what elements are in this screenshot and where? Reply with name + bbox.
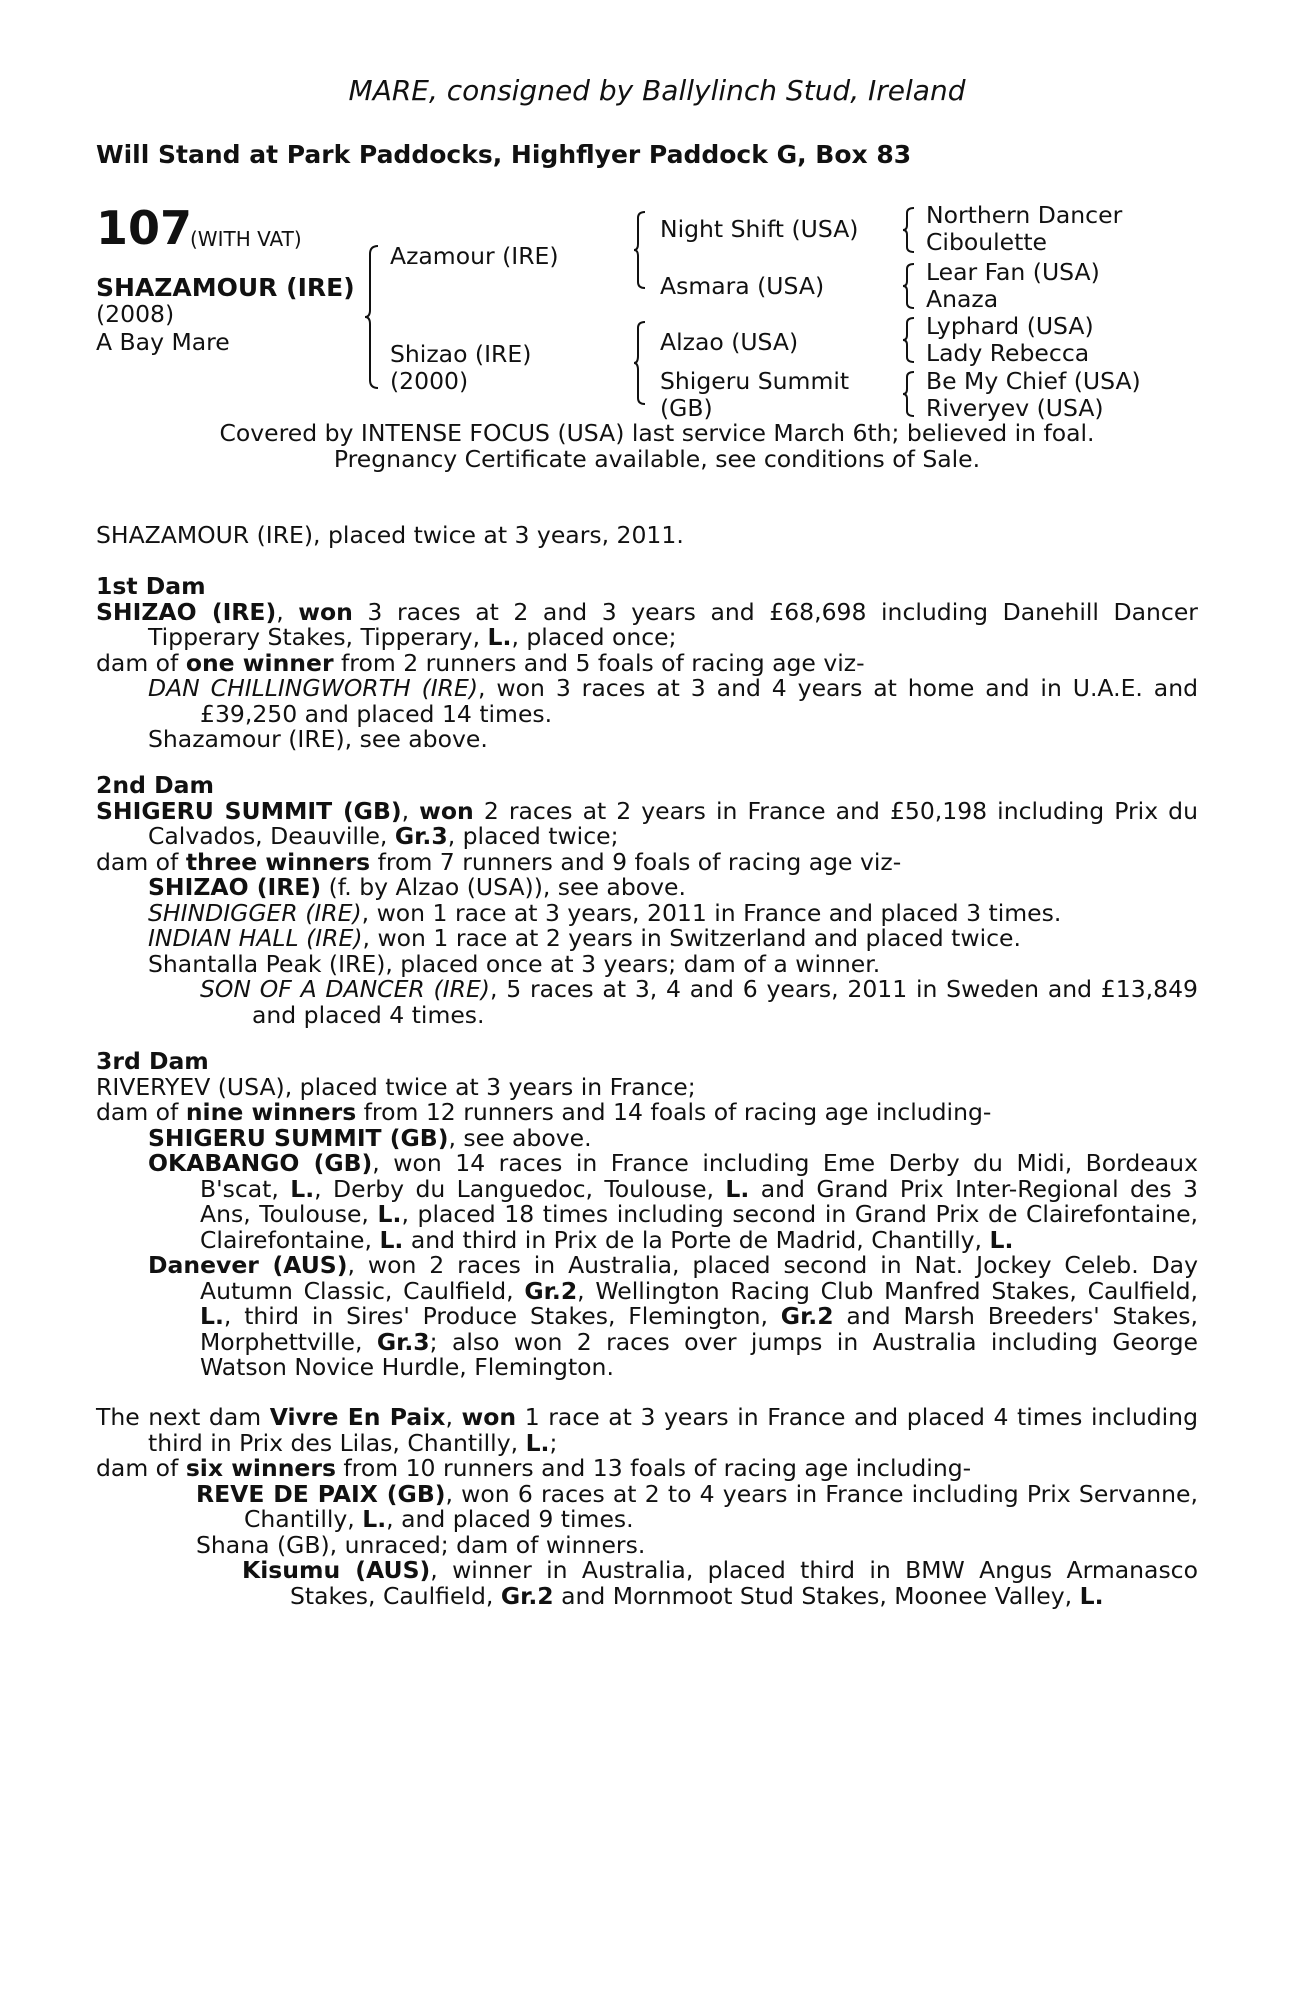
produce-name: SON OF A DANCER (IRE) (200, 975, 490, 1003)
lot-number: 107 (96, 201, 193, 255)
produce-text: from 12 runners and 14 foals of racing age including- (356, 1098, 992, 1126)
produce-name: REVE DE PAIX (GB) (196, 1479, 446, 1508)
pedigree-brace-dam (633, 320, 651, 406)
won-label: won (419, 796, 474, 825)
winners-count: six winners (185, 1454, 336, 1482)
winners-count: one winner (185, 648, 334, 677)
won-label: won (461, 1403, 517, 1431)
produce-entry (148, 1151, 1198, 1253)
covered-note: Covered by INTENSE FOCUS (USA) last service March 6th; believed in foal. (219, 419, 1095, 447)
pedigree-brace-main (364, 244, 384, 390)
grade-label: Gr.3 (376, 1327, 430, 1356)
pedigree-brace-g3 (902, 316, 920, 364)
pedigree-sire: Azamour (IRE) (390, 242, 559, 270)
pedigree-sire-dam: Asmara (USA) (660, 272, 825, 300)
second-dam-record: SHIGERU SUMMIT (GB), won 2 races at 2 years in France and £50,198 including Prix du Calvados, Deauville, Gr.3, placed twice; (96, 796, 1198, 850)
produce-name: INDIAN HALL (IRE) (148, 924, 363, 952)
pedigree-brace-g1 (902, 206, 920, 254)
pedigree-sire-sire: Night Shift (USA) (660, 215, 859, 243)
record-text: ; (549, 1428, 558, 1457)
grade-label: L. (290, 1174, 315, 1203)
second-dam-name: SHIGERU SUMMIT (GB) (96, 796, 402, 825)
produce-text: , won 2 races in Australia, placed second in Nat. Jockey Celeb. Day Autumn Classic, Caulfield, (200, 1251, 1198, 1305)
record-text: 3 races at 2 and 3 years and £68,698 including Danehill Dancer Tipperary Stakes, Tipperary, (148, 597, 1198, 651)
pedigree-g2: Ciboulette (926, 228, 1047, 256)
produce-name: Danever (AUS) (148, 1251, 348, 1279)
first-dam-name: SHIZAO (IRE) (96, 597, 277, 626)
pedigree-dam-sire: Alzao (USA) (660, 328, 799, 356)
produce-text: ; also won 2 races over jumps in Australia including George Watson Novice Hurdle, Flemington. (200, 1327, 1198, 1381)
next-dam-record: The next dam Vivre En Paix, won 1 race at 3 years in France and placed 4 times including third in Prix des Lilas, Chantilly, L.; (96, 1403, 1198, 1457)
produce-name: DAN CHILLINGWORTH (IRE) (148, 674, 479, 702)
produce-entry (148, 898, 1198, 927)
produce-name: OKABANGO (GB) (148, 1149, 373, 1177)
produce-entry (196, 1479, 1198, 1533)
produce-entry: Shazamour (IRE), see above. (148, 725, 488, 753)
grade-label: L. (725, 1174, 750, 1203)
grade-label: Gr.2 (524, 1276, 578, 1305)
grade-label: L. (200, 1302, 224, 1330)
first-dam-record: SHIZAO (IRE), won 3 races at 2 and 3 years and £68,698 including Danehill Dancer Tipperary Stakes, Tipperary, L., placed once; (96, 597, 1198, 651)
next-dam-name: Vivre En Paix (269, 1403, 446, 1431)
record-text: 2 races at 2 years in France and £50,198 including Prix du Calvados, Deauville, (148, 796, 1198, 850)
dam-of-label: dam of (96, 847, 186, 876)
produce-text: , third in Sires' Produce Stakes, Flemington, (223, 1302, 781, 1330)
vat-label: (WITH VAT) (190, 227, 302, 251)
third-dam-record: RIVERYEV (USA), placed twice at 3 years in France; (96, 1072, 696, 1101)
record-text: , placed twice; (447, 822, 619, 850)
produce-text: , winner in Australia, placed third in BMW Angus Armanasco Stakes, Caulfield, (290, 1556, 1198, 1610)
pedigree-brace-sire (633, 210, 651, 290)
winners-count: nine winners (185, 1098, 357, 1126)
produce-entry (148, 1253, 1198, 1381)
produce-entry: Shantalla Peak (IRE), placed once at 3 years; dam of a winner. (148, 949, 881, 978)
produce-entry (148, 875, 1198, 901)
produce-text: , won 3 races at 3 and 4 years at home and in U.A.E. and £39,250 and placed 14 times. (200, 674, 1199, 728)
produce-name: SHIGERU SUMMIT (GB) (148, 1123, 449, 1152)
winners-count: three winners (185, 847, 371, 876)
first-dam-heading: 1st Dam (96, 572, 206, 600)
third-dam-heading: 3rd Dam (96, 1047, 209, 1075)
produce-entry (148, 676, 1198, 727)
produce-text: , see above. (448, 1123, 592, 1152)
produce-text: , won 6 races at 2 to 4 years in France including Prix Servanne, Chantilly, (244, 1479, 1198, 1533)
third-dam-produce-summary (96, 1100, 1198, 1126)
produce-name: Kisumu (AUS) (242, 1556, 431, 1584)
record-text: 1 race at 3 years in France and placed 4 times including third in Prix des Lilas, Chantilly, (148, 1403, 1198, 1457)
pedigree-dam-dam: Shigeru Summit (660, 367, 850, 395)
grade-label: L. (487, 623, 512, 651)
grade-label: L. (525, 1428, 550, 1457)
first-dam-produce-summary (96, 648, 1198, 677)
dam-of-label: dam of (96, 1454, 186, 1482)
pedigree-dam-dam-country: (GB) (660, 394, 713, 422)
produce-text: , placed 18 times including second in Grand Prix de Clairefontaine, Clairefontaine, (200, 1200, 1199, 1254)
next-dam-intro: The next dam (96, 1403, 270, 1431)
grade-label: L. (362, 1505, 387, 1533)
produce-text: from 10 runners and 13 foals of racing age including- (335, 1454, 972, 1482)
produce-text: , won 14 races in France including Eme Derby du Midi, Bordeaux B'scat, (200, 1149, 1198, 1203)
produce-entry: Shana (GB), unraced; dam of winners. (196, 1530, 646, 1559)
grand-produce-entry (200, 977, 1198, 1028)
pedigree-dam-year: (2000) (390, 367, 469, 395)
second-dam-section (96, 773, 1198, 1028)
produce-text: from 7 runners and 9 foals of racing age viz- (370, 847, 902, 876)
grade-label: L. (377, 1200, 402, 1228)
produce-entry (148, 1123, 1198, 1152)
produce-text: , won 1 race at 2 years in Switzerland and placed twice. (362, 924, 1021, 952)
produce-text: (f. by Alzao (USA)), see above. (321, 873, 686, 901)
dam-of-label: dam of (96, 1098, 186, 1126)
third-dam-section (96, 1049, 1198, 1381)
produce-text: , won 1 race at 3 years, 2011 in France and placed 3 times. (361, 898, 1062, 927)
pedigree-g4: Anaza (926, 285, 999, 313)
pedigree-g8: Riveryev (USA) (926, 394, 1104, 422)
grade-label: L. (1079, 1581, 1104, 1610)
pedigree-g1: Northern Dancer (926, 201, 1123, 229)
won-label: won (298, 597, 353, 626)
first-dam-section (96, 574, 1198, 753)
pedigree-g5: Lyphard (USA) (926, 312, 1094, 340)
produce-entry (148, 926, 1198, 952)
produce-name: SHIZAO (IRE) (148, 873, 322, 901)
grade-label: L. (379, 1225, 404, 1254)
next-dam-produce-summary (96, 1456, 1198, 1482)
grade-label: L. (989, 1225, 1014, 1254)
horse-description: A Bay Mare (96, 328, 230, 356)
pedigree-brace-g2 (902, 262, 920, 310)
record-text: , placed once; (511, 623, 677, 651)
produce-text: and Mornmoot Stud Stakes, Moonee Valley, (553, 1581, 1080, 1610)
pedigree-g7: Be My Chief (USA) (926, 367, 1141, 395)
horse-year: (2008) (96, 300, 175, 328)
second-dam-produce-summary (96, 847, 1198, 876)
produce-text: and third in Prix de la Porte de Madrid, Chantilly, (403, 1225, 990, 1254)
race-summary: SHAZAMOUR (IRE), placed twice at 3 years, 2011. (96, 521, 684, 549)
page-title: MARE, consigned by Ballylinch Stud, Ireland (348, 74, 966, 107)
grade-label: Gr.2 (500, 1581, 554, 1610)
second-dam-heading: 2nd Dam (96, 771, 214, 799)
pedigree-g3: Lear Fan (USA) (926, 258, 1100, 286)
pedigree-g6: Lady Rebecca (926, 339, 1090, 367)
grand-produce-entry (242, 1558, 1198, 1609)
produce-text: , and placed 9 times. (386, 1505, 634, 1533)
horse-name: SHAZAMOUR (IRE) (96, 273, 355, 302)
next-dam-section (96, 1405, 1198, 1609)
produce-text: from 2 runners and 5 foals of racing age viz- (333, 648, 865, 677)
pregnancy-note: Pregnancy Certificate available, see conditions of Sale. (333, 445, 981, 473)
produce-text: , Wellington Racing Club Manfred Stakes, Caulfield, (577, 1276, 1198, 1305)
produce-text: , Derby du Languedoc, Toulouse, (314, 1174, 726, 1203)
produce-text: and Grand Prix Inter-Regional des 3 Ans, Toulouse, (200, 1174, 1198, 1228)
pedigree-dam: Shizao (IRE) (390, 340, 532, 368)
produce-text: , 5 races at 3, 4 and 6 years, 2011 in Sweden and £13,849 and placed 4 times. (252, 975, 1198, 1029)
produce-text: and Marsh Breeders' Stakes, Morphettville, (200, 1302, 1198, 1356)
stand-location: Will Stand at Park Paddocks, Highflyer Paddock G, Box 83 (96, 140, 912, 169)
grade-label: Gr.3 (394, 822, 448, 850)
produce-name: SHINDIGGER (IRE) (148, 898, 362, 927)
pedigree-brace-g4 (902, 370, 920, 418)
dam-of-label: dam of (96, 648, 186, 677)
grade-label: Gr.2 (780, 1302, 834, 1330)
